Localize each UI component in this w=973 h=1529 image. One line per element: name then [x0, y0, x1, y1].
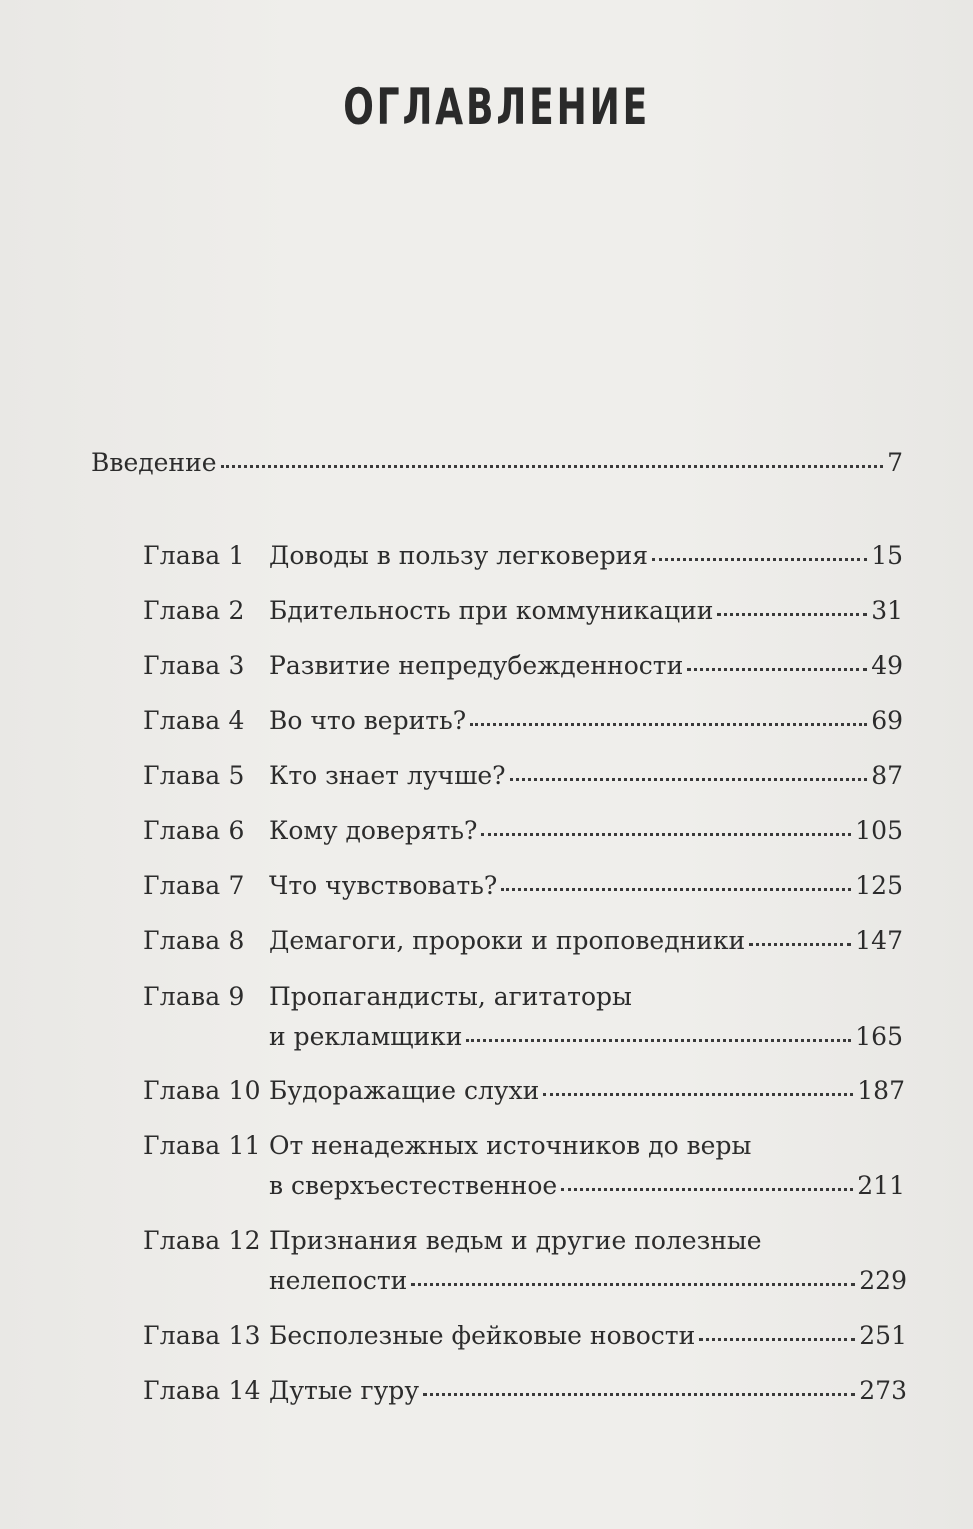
chapter-title: Бдительность при коммуникации — [269, 596, 714, 625]
chapter-label: Глава 9 — [143, 982, 245, 1011]
toc-entry-chapter-4 — [143, 706, 903, 735]
chapter-label: Глава 11 — [143, 1131, 261, 1160]
chapter-page: 273 — [859, 1376, 907, 1405]
toc-entry-page: 7 — [887, 448, 903, 477]
chapter-title-line-1: От ненадежных источников до веры — [269, 1131, 752, 1160]
toc-entry-chapter-14 — [143, 1376, 907, 1405]
chapter-title: Развитие непредубежденности — [269, 651, 684, 680]
chapter-page: 125 — [855, 871, 903, 900]
dot-leader — [466, 1039, 851, 1042]
chapter-title: Демагоги, пророки и проповедники — [269, 926, 746, 955]
toc-entry-chapter-9-continued — [269, 1022, 903, 1051]
chapter-page: 87 — [871, 761, 903, 790]
dot-leader — [411, 1283, 855, 1286]
chapter-label: Глава 1 — [143, 541, 245, 570]
chapter-title: Что чувствовать? — [269, 871, 498, 900]
dot-leader — [481, 833, 851, 836]
chapter-page: 187 — [857, 1076, 905, 1105]
chapter-label: Глава 13 — [143, 1321, 261, 1350]
chapter-page: 15 — [871, 541, 903, 570]
chapter-title-line-2: нелепости — [269, 1266, 408, 1295]
toc-entry-chapter-6 — [143, 816, 903, 845]
dot-leader — [501, 888, 851, 891]
chapter-title: Во что верить? — [269, 706, 467, 735]
toc-entry-introduction — [91, 448, 903, 477]
chapter-title: Кому доверять? — [269, 816, 478, 845]
dot-leader — [699, 1338, 855, 1341]
chapter-title: Будоражащие слухи — [269, 1076, 540, 1105]
chapter-page: 211 — [857, 1171, 905, 1200]
dot-leader — [717, 613, 867, 616]
dot-leader — [652, 558, 867, 561]
chapter-page: 31 — [871, 596, 903, 625]
chapter-label: Глава 3 — [143, 651, 245, 680]
chapter-title-line-1: Пропагандисты, агитаторы — [269, 982, 632, 1011]
chapter-label: Глава 8 — [143, 926, 245, 955]
chapter-page: 105 — [855, 816, 903, 845]
chapter-label: Глава 5 — [143, 761, 245, 790]
toc-entry-chapter-7 — [143, 871, 903, 900]
chapter-title-line-2: в сверхъестественное — [269, 1171, 558, 1200]
toc-entry-chapter-5 — [143, 761, 903, 790]
chapter-page: 147 — [855, 926, 903, 955]
page-title: ОГЛАВЛЕНИЕ — [343, 78, 651, 136]
chapter-title-line-1: Признания ведьм и другие полезные — [269, 1226, 762, 1255]
dot-leader — [423, 1393, 855, 1396]
dot-leader — [510, 778, 868, 781]
toc-entry-chapter-12 — [143, 1226, 907, 1255]
chapter-title: Кто знает лучше? — [269, 761, 506, 790]
dot-leader — [221, 465, 884, 468]
chapter-page: 49 — [871, 651, 903, 680]
dot-leader — [561, 1188, 853, 1191]
toc-entry-chapter-11 — [143, 1131, 905, 1160]
toc-entry-chapter-9 — [143, 982, 903, 1011]
chapter-title: Дутые гуру — [269, 1376, 420, 1405]
toc-entry-chapter-12-continued — [269, 1266, 907, 1295]
toc-entry-chapter-1 — [143, 541, 903, 570]
chapter-page: 229 — [859, 1266, 907, 1295]
chapter-page: 165 — [855, 1022, 903, 1051]
chapter-label: Глава 6 — [143, 816, 245, 845]
toc-entry-chapter-3 — [143, 651, 903, 680]
chapter-label: Глава 10 — [143, 1076, 261, 1105]
toc-entry-chapter-8 — [143, 926, 903, 955]
toc-entry-title: Введение — [91, 448, 217, 477]
toc-entry-chapter-2 — [143, 596, 903, 625]
toc-entry-chapter-11-continued — [269, 1171, 905, 1200]
chapter-label: Глава 2 — [143, 596, 245, 625]
chapter-page: 251 — [859, 1321, 907, 1350]
dot-leader — [749, 943, 851, 946]
chapter-label: Глава 4 — [143, 706, 245, 735]
dot-leader — [687, 668, 867, 671]
dot-leader — [470, 723, 867, 726]
chapter-title: Доводы в пользу легковерия — [269, 541, 649, 570]
chapter-page: 69 — [871, 706, 903, 735]
dot-leader — [543, 1093, 853, 1096]
chapter-label: Глава 7 — [143, 871, 245, 900]
chapter-title: Бесполезные фейковые новости — [269, 1321, 696, 1350]
chapter-label: Глава 14 — [143, 1376, 261, 1405]
toc-entry-chapter-10 — [143, 1076, 905, 1105]
chapter-label: Глава 12 — [143, 1226, 261, 1255]
chapter-title-line-2: и рекламщики — [269, 1022, 463, 1051]
toc-entry-chapter-13 — [143, 1321, 907, 1350]
